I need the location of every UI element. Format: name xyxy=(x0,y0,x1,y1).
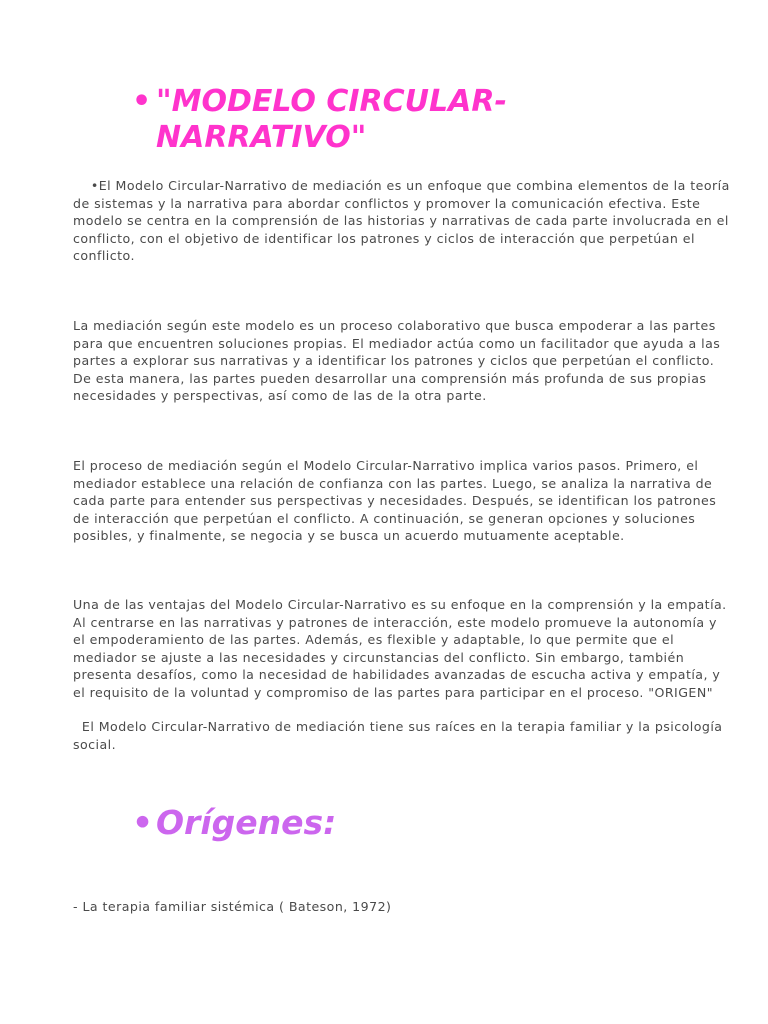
section-heading-origenes xyxy=(132,803,336,843)
paragraph-definition: •El Modelo Circular-Narrativo de mediación es un enfoque que combina elementos de la teoría de sistemas y la narrativa para abordar conflictos y promover la comunicación efectiva. Este modelo se centra en la comprensión de las historias y narrativas de cada parte involucrada en el conflicto, con el objetivo de identificar los patrones y ciclos de interacción que perpetúan el conflicto. xyxy=(73,178,735,263)
paragraph-mediation-steps: El proceso de mediación según el Modelo Circular-Narrativo implica varios pasos. Primero, el mediador establece una relación de confianza con las partes. Luego, se analiza la narrativa de cada parte para entender sus perspectivas y necesidades. Después, se identifican los patrones de interacción que perpetúan el conflicto. A continuación, se generan opciones y soluciones posibles, y finalmente, se negocia y se busca un acuerdo mutuamente aceptable. xyxy=(73,458,717,543)
title-text: "MODELO CIRCULAR-NARRATIVO" xyxy=(156,84,507,155)
document-title xyxy=(132,84,532,156)
reference-item: - La terapia familiar sistémica ( Bateson, 1972) xyxy=(73,899,392,914)
paragraph-advantages: Una de las ventajas del Modelo Circular-Narrativo es su enfoque en la comprensión y la empatía. Al centrarse en las narrativas y patrones de interacción, este modelo promueve la autonomía y el empoderamiento de las partes. Además, es flexible y adaptable, lo que permite que el mediador se ajuste a las necesidades y circunstancias del conflicto. Sin embargo, también presenta desafíos, como la necesidad de habilidades avanzadas de escucha activa y empatía, y el requisito de la voluntad y compromiso de las partes para participar en el proceso. "ORIGEN" xyxy=(73,597,727,700)
paragraph-origin: El Modelo Circular-Narrativo de mediación tiene sus raíces en la terapia familiar y la psicología social. xyxy=(73,719,727,752)
origenes-bullet: • xyxy=(132,803,154,842)
origenes-text: Orígenes: xyxy=(156,803,337,842)
paragraph-mediation-process: La mediación según este modelo es un proceso colaborativo que busca empoderar a las partes para que encuentren soluciones propias. El mediador actúa como un facilitador que ayuda a las partes a explorar sus narrativas y a identificar los patrones y ciclos que perpetúan el conflicto. De esta manera, las partes pueden desarrollar una comprensión más profunda de sus propias necesidades y perspectivas, así como de las de la otra parte. xyxy=(73,318,721,403)
title-bullet: • xyxy=(132,84,152,119)
